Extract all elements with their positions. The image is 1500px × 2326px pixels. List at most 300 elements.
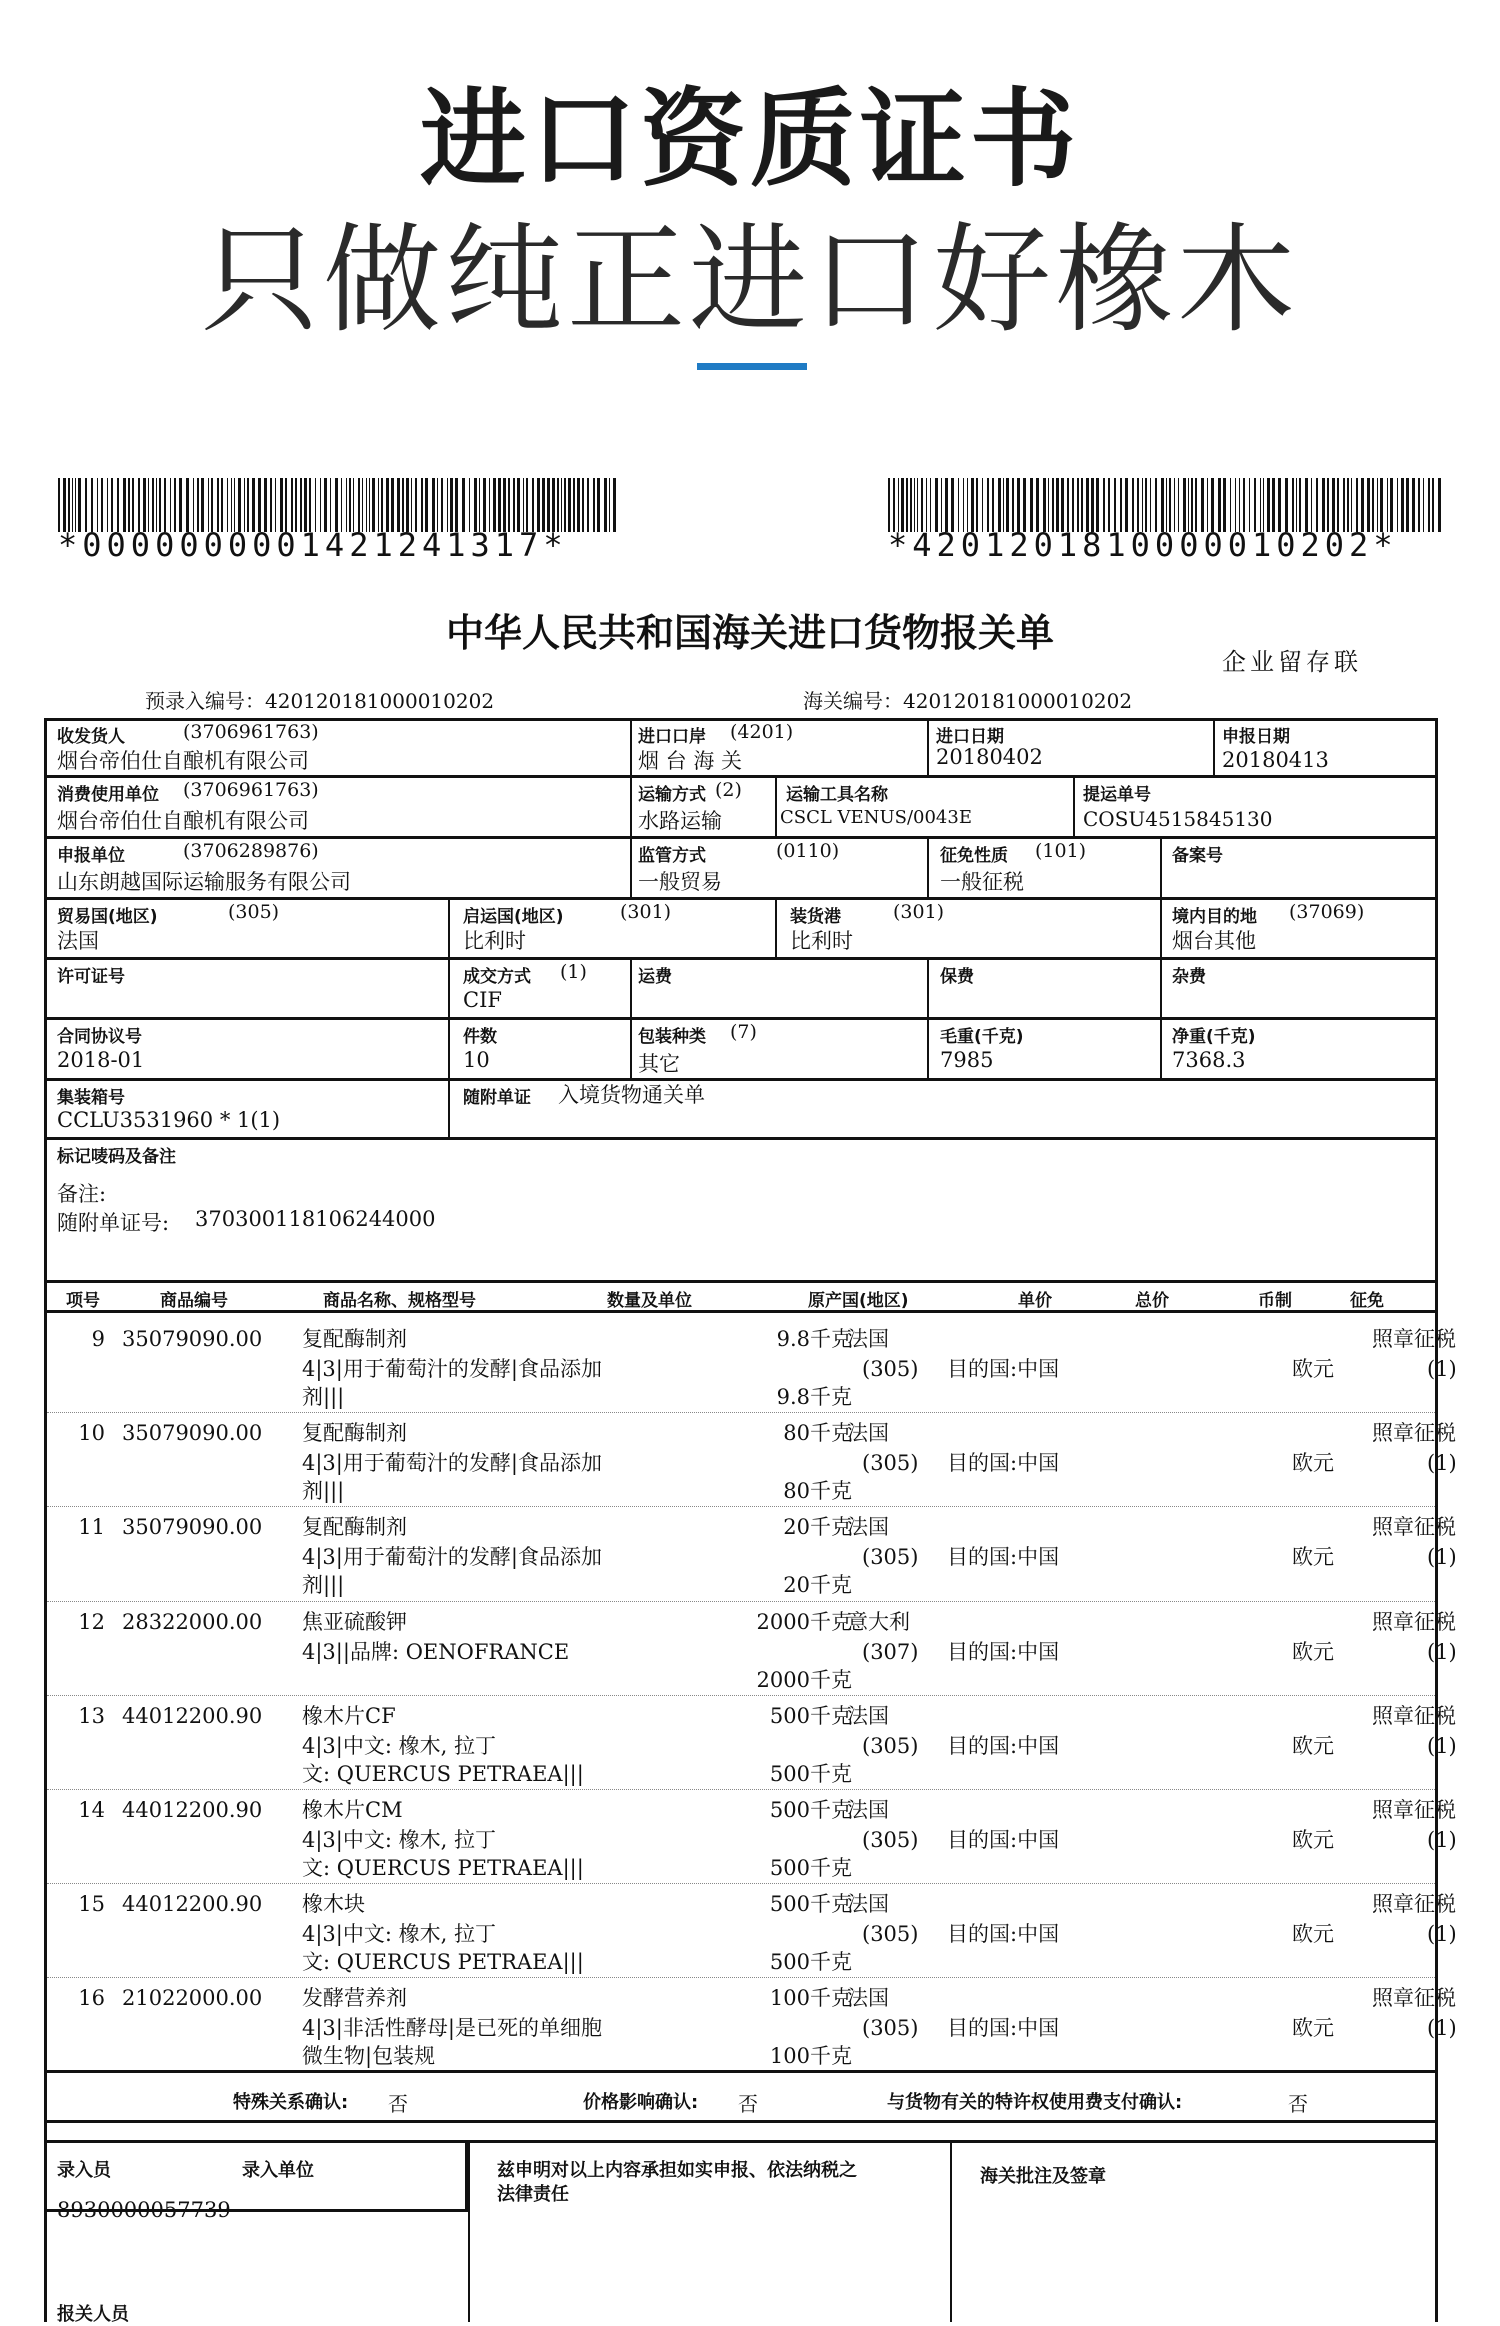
item-origin-country: 法国	[847, 1515, 889, 1540]
item-no: 11	[78, 1515, 105, 1540]
special-relation-label: 特殊关系确认:	[233, 2092, 349, 2113]
item-spec-2: 文: QUERCUS PETRAEA|||	[302, 1761, 584, 1786]
barcode-bar	[557, 478, 559, 532]
item-quantity: 9.8千克	[776, 1327, 852, 1351]
port-code: (4201)	[730, 721, 794, 743]
barcode-bar	[128, 478, 130, 532]
barcode-bar	[1372, 478, 1374, 532]
barcode-bar	[1188, 478, 1189, 532]
barcode-bar	[208, 478, 209, 532]
barcode-bar	[320, 478, 321, 532]
item-levy-code: (1)	[1427, 1451, 1457, 1476]
barcode-bar	[1406, 478, 1409, 532]
barcode-bar	[378, 478, 379, 532]
row-separator	[47, 1695, 1435, 1696]
barcode-bar	[411, 478, 412, 532]
barcode-bar	[402, 478, 404, 532]
barcode-bar	[280, 478, 283, 532]
item-levy-code: (1)	[1427, 1922, 1457, 1947]
pack-type-label: 包装种类	[638, 1027, 706, 1047]
user-unit-value: 烟台帝伯仕自酿机有限公司	[57, 809, 309, 833]
item-origin-country: 法国	[847, 1327, 889, 1351]
barcode-bar	[1077, 478, 1079, 532]
barcode-bar	[523, 478, 524, 532]
item-levy-code: (1)	[1427, 2016, 1457, 2041]
item-levy: 照章征税	[1372, 1327, 1456, 1351]
item-quantity-2: 500千克	[769, 1950, 852, 1975]
barcode-bar	[1260, 478, 1261, 532]
item-no: 13	[78, 1703, 105, 1728]
item-name: 焦亚硫酸钾	[302, 1609, 407, 1634]
item-quantity: 2000千克	[756, 1609, 852, 1634]
barcode-bar	[295, 478, 297, 532]
item-spec-1: 4|3||品牌: OENOFRANCE	[302, 1639, 570, 1664]
barcode-bar	[1137, 478, 1139, 532]
barcode-bar	[425, 478, 428, 532]
barcode-bar	[498, 478, 501, 532]
barcode-bar	[992, 478, 994, 532]
barcode-bar	[1114, 478, 1116, 532]
barcode-bar	[362, 478, 363, 532]
barcode-bar	[72, 478, 73, 532]
item-no: 15	[78, 1892, 105, 1917]
depart-country-label: 启运国(地区)	[463, 907, 564, 927]
declarant-code: (3706289876)	[183, 840, 319, 862]
barcode-bar	[406, 478, 409, 532]
barcode-bar	[1347, 478, 1349, 532]
item-spec-1: 4|3|用于葡萄汁的发酵|食品添加	[302, 1357, 602, 1381]
marks-label: 标记唛码及备注	[57, 1147, 176, 1167]
barcode-bar	[221, 478, 223, 532]
barcode-bar	[1061, 478, 1064, 532]
container-label: 集装箱号	[57, 1088, 125, 1108]
insurance-label: 保费	[940, 967, 974, 987]
item-spec-2: 文: QUERCUS PETRAEA|||	[302, 1856, 584, 1880]
item-spec-1: 4|3|非活性酵母|是已死的单细胞	[302, 2016, 602, 2041]
item-destination: 目的国:中国	[947, 1545, 1060, 1570]
item-spec-2: 剂|||	[302, 1573, 345, 1598]
declaration-line-1: 兹申明对以上内容承担如实申报、依法纳税之	[497, 2160, 857, 2181]
barcode-bar	[517, 478, 520, 532]
barcode-bar	[1017, 478, 1020, 532]
barcode-bar	[1174, 478, 1175, 532]
item-hs-code: 35079090.00	[122, 1421, 263, 1446]
barcode-bar	[1267, 478, 1270, 532]
item-destination: 目的国:中国	[947, 1922, 1060, 1947]
barcode-bar	[1072, 478, 1074, 532]
barcode-bar	[1272, 478, 1275, 532]
item-levy-code: (1)	[1427, 1828, 1457, 1852]
port-label: 进口口岸	[638, 727, 706, 747]
barcode-bar	[971, 478, 974, 532]
consignee-code: (3706961763)	[183, 721, 319, 743]
barcode-bar	[1377, 478, 1378, 532]
trans-mode-label: 成交方式	[463, 967, 531, 987]
barcode-bar	[898, 478, 899, 532]
barcode-bar	[1103, 478, 1105, 532]
barcode-bar	[179, 478, 182, 532]
special-relation-value: 否	[388, 2092, 408, 2116]
barcode-bar	[432, 478, 435, 532]
barcode-bar	[1166, 478, 1167, 532]
barcode-bar	[227, 478, 228, 532]
barcode-bar	[143, 478, 146, 532]
barcode-bar	[234, 478, 235, 532]
barcode-bar	[976, 478, 978, 532]
item-destination: 目的国:中国	[947, 1733, 1060, 1758]
misc-fee-label: 杂费	[1172, 967, 1206, 987]
barcode-bar	[247, 478, 249, 532]
customs-sign-label: 海关批注及签章	[980, 2166, 1106, 2187]
col-origin: 原产国(地区)	[808, 1291, 909, 1311]
pack-type-value: 其它	[638, 1052, 680, 1076]
barcode-bar	[138, 478, 140, 532]
document-title: 中华人民共和国海关进口货物报关单	[445, 611, 1054, 655]
remarks-label: 备注:	[57, 1182, 107, 1206]
barcode-bar	[489, 478, 490, 532]
barcode-bar	[1036, 478, 1039, 532]
barcode-bar	[1067, 478, 1069, 532]
barcode-bar	[582, 478, 584, 532]
item-origin-code: (305)	[862, 1828, 919, 1852]
barcode-bar	[397, 478, 400, 532]
item-quantity-2: 500千克	[769, 1761, 852, 1786]
barcode-bar	[101, 478, 103, 532]
barcode-left-text: *0000000001421241317*	[58, 526, 568, 564]
barcode-bar	[998, 478, 1001, 532]
barcode-bar	[174, 478, 176, 532]
barcode-bar	[513, 478, 515, 532]
barcode-bar	[593, 478, 595, 532]
barcode-bar	[1367, 478, 1370, 532]
supervision-code: (0110)	[776, 840, 840, 862]
item-origin-code: (307)	[862, 1639, 919, 1664]
barcode-bar	[935, 478, 938, 532]
item-name: 橡木片CF	[302, 1703, 396, 1728]
item-currency: 欧元	[1292, 2016, 1334, 2041]
transport-mode-label: 运输方式	[638, 785, 706, 805]
load-port-code: (301)	[893, 901, 945, 923]
barcode-bar	[1337, 478, 1339, 532]
barcode-bar	[1397, 478, 1398, 532]
col-hs-code: 商品编号	[160, 1291, 228, 1311]
royalty-label: 与货物有关的特许权使用费支付确认:	[887, 2092, 1183, 2113]
item-levy-code: (1)	[1427, 1639, 1457, 1664]
barcode-bar	[193, 478, 194, 532]
barcode-bar	[474, 478, 477, 532]
col-levy: 征免	[1350, 1291, 1384, 1311]
barcode-bar	[1081, 478, 1083, 532]
item-quantity: 500千克	[769, 1798, 852, 1822]
barcode-bar	[1023, 478, 1026, 532]
row-separator	[47, 1506, 1435, 1507]
barcode-bar	[1230, 478, 1231, 532]
item-currency: 欧元	[1292, 1733, 1334, 1758]
page-subtitle: 只做纯正进口好橡木	[200, 211, 1299, 349]
barcode-bar	[244, 478, 245, 532]
item-quantity: 500千克	[769, 1703, 852, 1728]
supervision-label: 监管方式	[638, 846, 706, 866]
supervision-value: 一般贸易	[638, 870, 722, 894]
barcode-bar	[156, 478, 157, 532]
depart-country-code: (301)	[620, 901, 672, 923]
item-destination: 目的国:中国	[947, 1357, 1060, 1381]
barcode-bar	[963, 478, 964, 532]
barcode-bar	[85, 478, 87, 532]
barcode-bar	[441, 478, 443, 532]
barcode-bar	[1390, 478, 1393, 532]
barcode-bar	[483, 478, 486, 532]
attached-docs-label: 随附单证	[463, 1088, 531, 1108]
item-levy: 照章征税	[1372, 1421, 1456, 1446]
load-port-label: 装货港	[790, 907, 841, 927]
license-label: 许可证号	[57, 967, 125, 987]
barcode-bar	[1211, 478, 1214, 532]
barcode-bar	[604, 478, 607, 532]
barcode-bar	[577, 478, 580, 532]
barcode-bar	[159, 478, 161, 532]
attached-doc-no-label: 随附单证号:	[57, 1211, 170, 1235]
barcode-bar	[893, 478, 895, 532]
barcode-bar	[1120, 478, 1122, 532]
item-name: 复配酶制剂	[302, 1327, 407, 1351]
barcode-bar	[186, 478, 189, 532]
barcode-bar	[906, 478, 908, 532]
row-separator	[47, 1977, 1435, 1978]
item-origin-country: 法国	[847, 1986, 889, 2011]
col-name-spec: 商品名称、规格型号	[323, 1291, 476, 1311]
barcode-right	[888, 478, 1444, 532]
barcode-bar	[1052, 478, 1054, 532]
barcode-bar	[366, 478, 367, 532]
item-origin-code: (305)	[862, 1922, 919, 1947]
item-levy-code: (1)	[1427, 1733, 1457, 1758]
declaration-line-2: 法律责任	[497, 2184, 569, 2205]
col-quantity: 数量及单位	[607, 1291, 692, 1311]
col-currency: 币制	[1258, 1291, 1292, 1311]
barcode-bar	[469, 478, 470, 532]
item-levy: 照章征税	[1372, 1609, 1456, 1634]
barcode-bar	[552, 478, 555, 532]
barcode-bar	[1195, 478, 1197, 532]
contract-value: 2018-01	[57, 1048, 145, 1072]
item-spec-1: 4|3|用于葡萄汁的发酵|食品添加	[302, 1545, 602, 1570]
barcode-bar	[270, 478, 272, 532]
barcode-bar	[910, 478, 912, 532]
barcode-bar	[587, 478, 589, 532]
item-destination: 目的国:中国	[947, 1451, 1060, 1476]
barcode-bar	[1086, 478, 1089, 532]
vessel-value: CSCL VENUS/0043E	[780, 807, 972, 828]
barcode-bar	[921, 478, 923, 532]
barcode-bar	[1305, 478, 1308, 532]
item-hs-code: 44012200.90	[122, 1703, 263, 1728]
barcode-bar	[503, 478, 506, 532]
barcode-bar	[493, 478, 496, 532]
barcode-bar	[1311, 478, 1312, 532]
item-name: 复配酶制剂	[302, 1515, 407, 1540]
barcode-bar	[1332, 478, 1335, 532]
barcode-bar	[75, 478, 76, 532]
barcode-bar	[91, 478, 93, 532]
depart-country-value: 比利时	[463, 929, 526, 953]
barcode-bar	[1322, 478, 1325, 532]
user-unit-label: 消费使用单位	[57, 785, 159, 805]
barcode-bar	[1316, 478, 1318, 532]
barcode-bar	[1003, 478, 1004, 532]
barcode-bar	[479, 478, 480, 532]
item-origin-code: (305)	[862, 2016, 919, 2041]
item-spec-2: 微生物|包装规	[302, 2044, 436, 2069]
barcode-bar	[526, 478, 528, 532]
barcode-bar	[609, 478, 610, 532]
barcode-bar	[1125, 478, 1128, 532]
barcode-bar	[58, 478, 60, 532]
barcode-bar	[1387, 478, 1388, 532]
pieces-label: 件数	[463, 1027, 497, 1047]
row-separator	[47, 1789, 1435, 1790]
barcode-bar	[888, 478, 890, 532]
barcode-bar	[300, 478, 302, 532]
barcode-bar	[561, 478, 562, 532]
barcode-bar	[455, 478, 458, 532]
item-spec-1: 4|3|用于葡萄汁的发酵|食品添加	[302, 1451, 602, 1476]
item-spec-2: 剂|||	[302, 1479, 345, 1504]
item-levy: 照章征税	[1372, 1515, 1456, 1540]
barcode-bar	[152, 478, 154, 532]
barcode-bar	[1091, 478, 1094, 532]
item-currency: 欧元	[1292, 1639, 1334, 1664]
trade-country-code: (305)	[228, 901, 280, 923]
item-spec-2: 文: QUERCUS PETRAEA|||	[302, 1950, 584, 1975]
barcode-left	[58, 478, 616, 532]
barcode-bar	[372, 478, 375, 532]
barcode-bar	[597, 478, 600, 532]
vessel-label: 运输工具名称	[786, 785, 888, 805]
declarant-value: 山东朗越国际运输服务有限公司	[57, 870, 351, 894]
barcode-bar	[1243, 478, 1245, 532]
barcode-bar	[1030, 478, 1033, 532]
barcode-bar	[309, 478, 311, 532]
item-quantity-2: 9.8千克	[776, 1385, 852, 1409]
item-spec-2: 剂|||	[302, 1385, 345, 1409]
item-origin-code: (305)	[862, 1451, 919, 1476]
barcode-bar	[201, 478, 204, 532]
item-name: 复配酶制剂	[302, 1421, 407, 1446]
barcode-bar	[63, 478, 66, 532]
barcode-bar	[164, 478, 166, 532]
barcode-bar	[217, 478, 219, 532]
destination-code: (37069)	[1289, 901, 1365, 923]
barcode-bar	[1191, 478, 1193, 532]
destination-label: 境内目的地	[1172, 907, 1257, 927]
barcode-bar	[111, 478, 113, 532]
item-origin-country: 法国	[847, 1892, 889, 1917]
item-quantity: 80千克	[783, 1421, 852, 1446]
barcode-bar	[1132, 478, 1134, 532]
barcode-bar	[197, 478, 199, 532]
declare-date-value: 20180413	[1222, 748, 1329, 772]
item-quantity: 100千克	[769, 1986, 852, 2011]
item-quantity: 500千克	[769, 1892, 852, 1917]
barcode-bar	[386, 478, 389, 532]
price-impact-value: 否	[738, 2092, 758, 2116]
barcode-bar	[613, 478, 616, 532]
barcode-bar	[1142, 478, 1143, 532]
barcode-bar	[914, 478, 915, 532]
barcode-bar	[1223, 478, 1226, 532]
barcode-bar	[123, 478, 126, 532]
item-origin-country: 法国	[847, 1421, 889, 1446]
declarant-label: 申报单位	[57, 846, 125, 866]
barcode-bar	[97, 478, 98, 532]
barcode-bar	[967, 478, 968, 532]
barcode-bar	[1356, 478, 1358, 532]
item-origin-country: 法国	[847, 1703, 889, 1728]
item-origin-code: (305)	[862, 1545, 919, 1570]
barcode-bar	[170, 478, 171, 532]
item-currency: 欧元	[1292, 1451, 1334, 1476]
customs-number: 海关编号：420120181000010202	[803, 689, 1133, 713]
barcode-bar	[982, 478, 983, 532]
trade-country-label: 贸易国(地区)	[57, 907, 158, 927]
barcode-bar	[1278, 478, 1281, 532]
barcode-bar	[353, 478, 354, 532]
bill-no-label: 提运单号	[1083, 785, 1151, 805]
item-quantity-2: 100千克	[769, 2044, 852, 2069]
trade-country-value: 法国	[57, 929, 99, 953]
row-separator	[47, 1412, 1435, 1413]
item-levy: 照章征税	[1372, 1798, 1456, 1822]
consignee-label: 收发货人	[57, 727, 125, 747]
item-currency: 欧元	[1292, 1922, 1334, 1947]
barcode-bar	[1299, 478, 1301, 532]
barcode-bar	[315, 478, 316, 532]
container-value: CCLU3531960 * 1(1)	[57, 1108, 281, 1132]
barcode-bar	[508, 478, 510, 532]
copy-label: 企业留存联	[1222, 648, 1362, 676]
barcode-bar	[1428, 478, 1430, 532]
barcode-bar	[1183, 478, 1186, 532]
barcode-bar	[1207, 478, 1208, 532]
gross-weight-value: 7985	[940, 1048, 994, 1072]
page-title: 进口资质证书	[420, 78, 1080, 201]
barcode-bar	[346, 478, 347, 532]
item-hs-code: 35079090.00	[122, 1515, 263, 1540]
barcode-bar	[415, 478, 417, 532]
item-hs-code: 35079090.00	[122, 1327, 263, 1351]
barcode-bar	[1263, 478, 1264, 532]
barcode-bar	[1380, 478, 1383, 532]
pieces-value: 10	[463, 1048, 490, 1072]
item-currency: 欧元	[1292, 1545, 1334, 1570]
barcode-bar	[1401, 478, 1404, 532]
barcode-bar	[1296, 478, 1297, 532]
barcode-bar	[1056, 478, 1059, 532]
item-quantity-2: 20千克	[783, 1573, 852, 1598]
barcode-bar	[958, 478, 959, 532]
barcode-bar	[211, 478, 213, 532]
barcode-bar	[1108, 478, 1110, 532]
entry-unit-label: 录入单位	[242, 2160, 314, 2181]
entry-person-label: 录入员	[57, 2160, 111, 2181]
barcode-bar	[1254, 478, 1256, 532]
barcode-bar	[437, 478, 438, 532]
row-separator	[47, 1883, 1435, 1884]
item-hs-code: 21022000.00	[122, 1986, 263, 2011]
levy-nature-label: 征免性质	[940, 846, 1008, 866]
item-currency: 欧元	[1292, 1357, 1334, 1381]
